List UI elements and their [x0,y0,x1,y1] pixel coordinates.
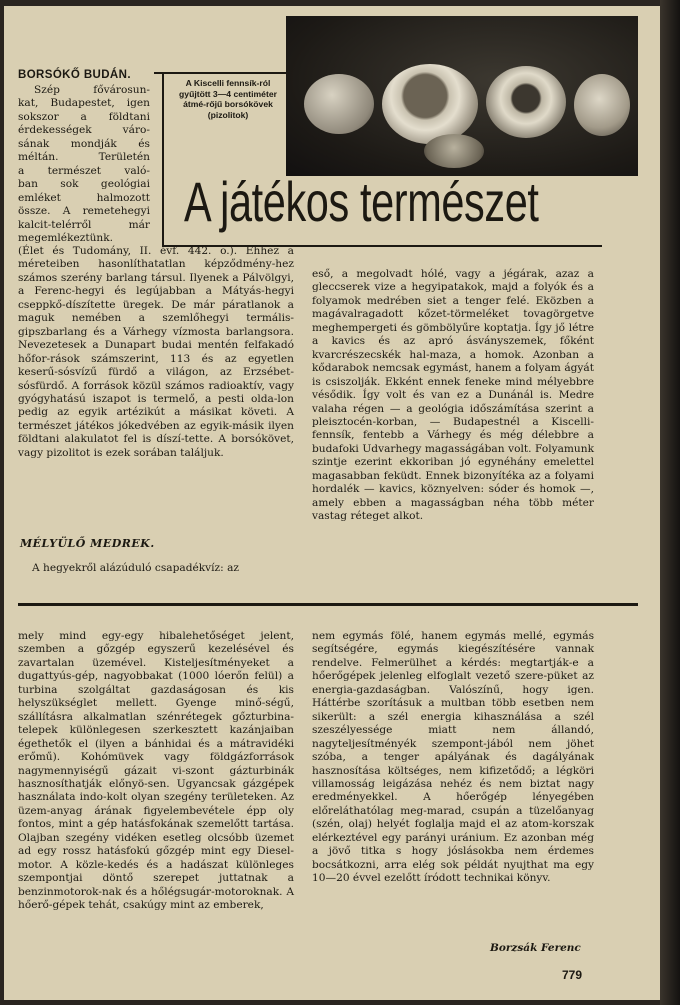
magazine-page [4,6,660,1000]
intro-line: a természet való- [18,164,150,177]
subheading: MÉLYÜLŐ MEDREK. [20,537,155,550]
pisolith-stone-1 [304,74,374,134]
section-divider [18,603,638,606]
intro-line: kat, Budapestet, igen [18,97,150,110]
intro-line: emléket halmozott [18,191,150,204]
article-title: A játékos természet [184,170,539,233]
left-column-tail [18,562,294,575]
left-column-top [18,245,294,460]
left-bottom-paragraph: mely mind egy-egy hibalehetőséget jelent, szemben a gőzgép egyszerű kezelésével és zavartalan üzemével. Kisteljesítményeket a dugattyús-gép, nagyobbakat (1000 lóerőn felül) a turbina szolgáltat gazdaságosan és kis helyszükséglet mellett. Gyenge minő-ségű, szállításra alkalmatlan szénrétegek gőzturbina-telepek különlegesen szerkesztett kazánjaiban égethetők el (ilyen a bánhidai és a mátravidéki erőmű). Kohómüvek vagy földgázforrások nagymennyiségű gázait vi-szont gázturbinák hasznosíthatják előnyö-sen. Ugyancsak gázgépek használata indo-kolt olyan szegény területeken. Az üzem-anyag árának figyelembevétele épp oly fontos, mint a gép hatásfokának szemelőtt tartása. Olajban szegény vidéken esetleg olcsóbb üzemet ad egy rossz hatásfokú gőzgép mint egy Diesel-motor. A közle-kedés és a hadászat különleges szempontjai döntő szerepet juttatnak a benzinmotorok-nak és a hőlégsugár-motoroknak. A hőerő-gépek tehát, csakúgy mint az emberek, [18,630,294,912]
photo-caption: A Kiscelli fennsík-ról gyűjtött 3—4 centiméter átmé-rőjű borsókövek (pizolitok) [179,78,277,120]
intro-line: össze. A remetehegyi [18,205,150,218]
binding-edge [660,0,680,1005]
left-top-paragraph: (Élet és Tudomány, II. évf. 442. o.). Ehhez a méreteiben hasonlíthatatlan képződmény-hez számos szerény barlang társul. Ilyenek a Pálvölgyi, a Ferenc-hegyi és legújabban a Mátyás-hegyi cseppkő-díszítette üregek. De már páratlanok a maguk nemében a szemlőhegyi termális-gipszbarlang és a Várhegy vízmosta barlangsora. Nevezetesek a Dunapart budai mentén felfakadó hőfor-rások számszerint, 113 és az egyetlen keserű-sósvízű fürdő a világon, az Erzsébet-sósfürdő. A források közül számos radioaktív, vagy gyógyhatású iszapot is termelő, a pesti olda-lon pedig az egyik artézikút a másikat követi. A természet játékos jókedvében az egyik-másik ilyen földtani alakulatot fel is díszí-tette. A borsókövet, vagy pizolitot is ezek sorában találjuk. [18,245,294,459]
frame-vertical-line [162,72,164,246]
left-column-bottom [18,630,294,913]
intro-line: érdekességek váro- [18,124,150,137]
frame-top-line [154,72,286,74]
right-bottom-paragraph: nem egymás fölé, hanem egymás mellé, egymás segítségére, egymás kiegészítésére vannak rendelve. Felmerülhet a kérdés: megtartják-e a hőerőgépek jelenleg elfoglalt vezető szere-püket az energia-gazdaságban. Valószínű, hogy igen. Háttérbe szorításuk a multban több esetben nem sikerült: a szél energia kihasználása a szél szeszélyessége miatt nem állandó, nagyteljesítményék szempont-jából nem jöhet szóba, a tenger apályának és dagályának hasznosítása költséges, nem kifizetődő; a légköri villamosság leigázása nehéz és nem biztat nagy eredményekkel. A hőerőgép lényegében előreláthatólag meg-marad, csupán a tüzelőanyag (szén, olaj) helyét foglalja majd el az atom-korszak elérkeztével egy parányi uránium. Ez azonban még a jövő titka s hogy jóslásokba nem érdemes bocsátkozni, arra elég sok példát nyujthat ma egy 10—20 évvel ezelőtt íródott technikai könyv. [312,630,594,885]
intro-column [18,84,150,245]
right-column-bottom [312,630,594,886]
right-column-top [312,268,594,524]
section-heading: BORSÓKŐ BUDÁN. [18,69,131,81]
author-signature: Borzsák Ferenc [490,942,581,954]
pisolith-stone-2 [382,64,478,144]
left-top-tail: A hegyekről alázúduló csapadékvíz: az [32,562,239,574]
page-number: 779 [562,968,583,982]
intro-line: méltán. Területén [18,151,150,164]
intro-line: megemlékeztünk. [18,231,114,244]
pisolith-stone-5 [424,134,484,168]
intro-line: sának mondják és [18,137,150,150]
right-top-paragraph: eső, a megolvadt hólé, vagy a jégárak, azaz a gleccserek vize a hegyipatakok, majd a folyók és a folyamok medrében siet a tenger felé. Eközben a magávalragadott kőzet-törmeléket tovagörgetve meghempergeti és gömbölyűre koptatja. Így jő létre a kavics és az apró ásványszemek, főként kvarcrészecskék hal-maza, a homok. Azonban a kődarabok nemcsak egymást, hanem a folyam ágyát is csiszolják. Ekként ennek feneke mind mélyebbre vésődik. Így volt és van ez a Dunánál is. Medre valaha régen — a geológia időszámítása szerint a pleisztocén-korban, — Budapestnél a Kiscelli-fennsík, fentebb a Várhegy és még délebbre a budafoki Udvarhegy magasságában volt. Folyamunk szintje ezerint ekkoriban jó egynéhány emelettel magasabban feküdt. Ennek bizonyítéka az a folyami hordalék — kavics, köznyelven: sóder és homok —, amely ebben a magasságban néha több méter vastag réteget alkot. [312,268,594,523]
pisolith-stone-4 [574,74,630,136]
pisolith-photo [286,16,638,176]
intro-line: Szép fővárosun- [34,84,150,96]
intro-line: kalcit-telérről már [18,218,150,231]
intro-line: sokszor a földtani [18,110,150,123]
pisolith-stone-3 [486,66,566,138]
intro-line: ban sok geológiai [18,178,150,191]
